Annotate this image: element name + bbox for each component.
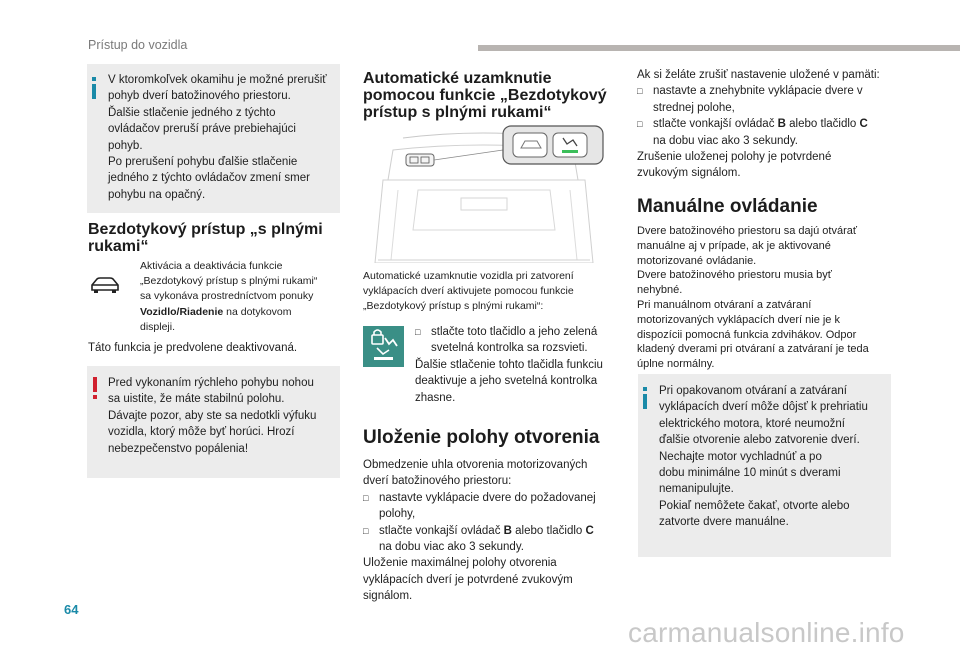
press-button-text: □ stlačte toto tlačidlo a jeho zelená svetelná kontrolka sa rozsvieti. Ďalšie stlačenie tohto tlačidla funkciu deaktivuje a jeho svetelná kontrolka zhasne.	[415, 324, 603, 406]
manual-operation-text: Dvere batožinového priestoru sa dajú otvárať manuálne aj v prípade, ak je aktivované motorizované ovládanie. Dvere batožinového priestoru musia byť nehybné. Pri manuálnom otváraní a zatváraní motorizovaných vyklápacích dverí nie je k dispozícii pomocná funkcia zdvihákov. Odpor kladený dverami pri otváraní a zatváraní je teda úplne normálny.	[637, 225, 869, 371]
hands-free-lock-icon	[363, 326, 404, 367]
default-deactivated-text: Táto funkcia je predvolene deaktivovaná.	[88, 342, 298, 354]
warning-icon	[92, 377, 98, 399]
overheating-note-text: Pri opakovanom otváraní a zatváraní vyklápacích dverí môže dôjsť k prehriatiu elektrického motora, ktoré neumožní ďalšie otvorenie alebo zatvorenie dverí. Nechajte motor vychladnúť a po dobu minimálne 10 minút s dverami nemanipulujte. Pokiaľ nemôžete čakať, otvorte alebo zatvorte dvere manuálne.	[659, 385, 868, 529]
warning-note-text: Pred vykonaním rýchleho pohybu nohou sa uistite, že máte stabilnú polohu. Dávajte pozor, aby ste sa nedotkli výfuku vozidla, ktorý môže byť horúci. Hrozí nebezpečenstvo popálenia!	[108, 377, 317, 455]
info-note-interrupt	[87, 64, 340, 213]
section-title: Prístup do vozidla	[88, 38, 188, 52]
info-icon	[91, 77, 97, 99]
warning-note-burn	[87, 366, 340, 478]
page-number: 64	[64, 602, 79, 617]
info-note-text: V ktoromkoľvek okamihu je možné prerušiť pohyb dverí batožinového priestoru. Ďalšie stlačenie jedného z týchto ovládačov preruší práve prebiehajúci pohyb. Po prerušení pohybu ďalšie stlačenie jedného z týchto ovládačov zmení smer pohybu na opačný.	[108, 74, 327, 201]
heading-manual-operation: Manuálne ovládanie	[637, 196, 818, 217]
heading-save-opening-position: Uloženie polohy otvorenia	[363, 427, 600, 448]
header-rule	[478, 45, 960, 51]
hands-free-description: Aktivácia a deaktivácia funkcie „Bezdotykový prístup s plnými rukami“ sa vykonáva prostredníctvom ponuky Vozidlo/Riadenie na dotykovom displeji.	[140, 260, 318, 333]
auto-lock-text: Automatické uzamknutie vozidla pri zatvorení vyklápacích dverí aktivujete pomocou funkcie „Bezdotykový prístup s plnými rukami“:	[363, 270, 574, 313]
watermark: carmanualsonline.info	[628, 617, 905, 648]
hands-free-lock-button-icon	[363, 326, 404, 367]
heading-hands-free-access: Bezdotykový prístup „s plnými rukami“	[88, 221, 323, 255]
car-icon	[90, 276, 120, 294]
cancel-saved-position-text: Ak si želáte zrušiť nastavenie uložené v pamäti: □ nastavte a znehybnite vyklápacie dvere v strednej polohe, □ stlačte vonkajší ovládač B alebo tlačidlo C na dobu viac ako 3 sekundy. Zrušenie uloženej polohy je potvrdené zvukovým signálom.	[637, 67, 880, 182]
tailgate-illustration	[363, 120, 605, 263]
info-icon	[642, 387, 648, 409]
save-position-text: Obmedzenie uhla otvorenia motorizovaných dverí batožinového priestoru: □ nastavte vyklápacie dvere do požadovanej polohy, □ stlačte vonkajší ovládač B alebo tlačidlo C na dobu viac ako 3 sekundy. Uloženie maximálnej polohy otvorenia vyklápacích dverí je potvrdené zvukovým signálom.	[363, 457, 596, 605]
heading-auto-lock: Automatické uzamknutie pomocou funkcie „Bezdotykový prístup s plnými rukami“	[363, 70, 607, 121]
info-note-overheating	[638, 374, 891, 557]
